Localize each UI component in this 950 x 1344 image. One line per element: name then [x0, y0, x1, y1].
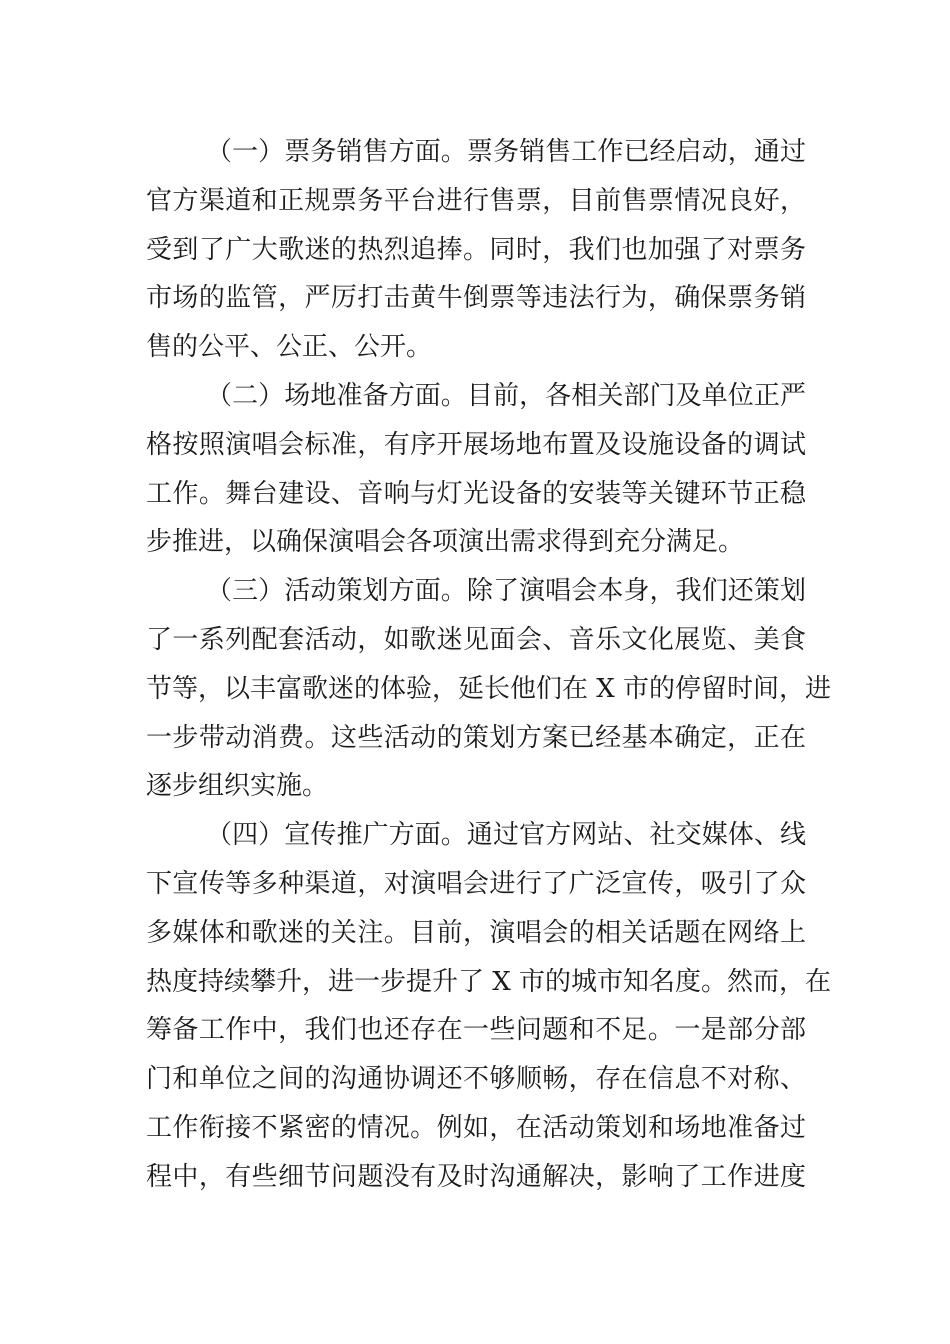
paragraph-line: 了一系列配套活动，如歌迷见面会、音乐文化展览、美食 [146, 624, 806, 655]
paragraph-promotion [146, 811, 832, 1201]
paragraph-line: 程中，有些细节问题没有及时沟通解决，影响了工作进度 [146, 1161, 806, 1192]
paragraph-line: 工作。舞台建设、音响与灯光设备的安装等关键环节正稳 [146, 478, 806, 509]
paragraph-event-planning [146, 567, 832, 811]
paragraph-line: 逐步组织实施。 [146, 771, 329, 802]
paragraph-line: （三）活动策划方面。除了演唱会本身，我们还策划 [206, 576, 806, 607]
paragraph-line: 步推进，以确保演唱会各项演出需求得到充分满足。 [146, 527, 745, 558]
paragraph-line: 多媒体和歌迷的关注。目前，演唱会的相关话题在网络上 [146, 917, 806, 948]
paragraph-line: 筹备工作中，我们也还存在一些问题和不足。一是部分部 [146, 1015, 806, 1046]
paragraph-line: 售的公平、公正、公开。 [146, 332, 433, 363]
paragraph-line: （四）宣传推广方面。通过官方网站、社交媒体、线 [206, 820, 806, 851]
paragraph-line: （一）票务销售方面。票务销售工作已经启动，通过 [206, 137, 806, 167]
paragraph-line: 官方渠道和正规票务平台进行售票，目前售票情况良好， [146, 185, 806, 216]
document-body [146, 128, 832, 1202]
paragraph-line: （二）场地准备方面。目前，各相关部门及单位正严 [206, 380, 806, 411]
paragraph-line: 格按照演唱会标准，有序开展场地布置及设施设备的调试 [146, 429, 806, 460]
paragraph-line: 热度持续攀升，进一步提升了 X 市的城市知名度。然而，在 [146, 966, 832, 997]
paragraph-line: 工作衔接不紧密的情况。例如，在活动策划和场地准备过 [146, 1112, 806, 1143]
paragraph-line: 市场的监管，严厉打击黄牛倒票等违法行为，确保票务销 [146, 283, 806, 314]
paragraph-venue-preparation [146, 372, 806, 567]
paragraph-line: 门和单位之间的沟通协调还不够顺畅，存在信息不对称、 [146, 1064, 806, 1095]
paragraph-line: 受到了广大歌迷的热烈追捧。同时，我们也加强了对票务 [146, 234, 806, 265]
paragraph-line: 一步带动消费。这些活动的策划方案已经基本确定，正在 [146, 722, 806, 753]
paragraph-line: 下宣传等多种渠道，对演唱会进行了广泛宣传，吸引了众 [146, 868, 806, 899]
paragraph-line: 节等，以丰富歌迷的体验，延长他们在 X 市的停留时间，进 [146, 673, 832, 704]
paragraph-ticket-sales [146, 128, 806, 372]
